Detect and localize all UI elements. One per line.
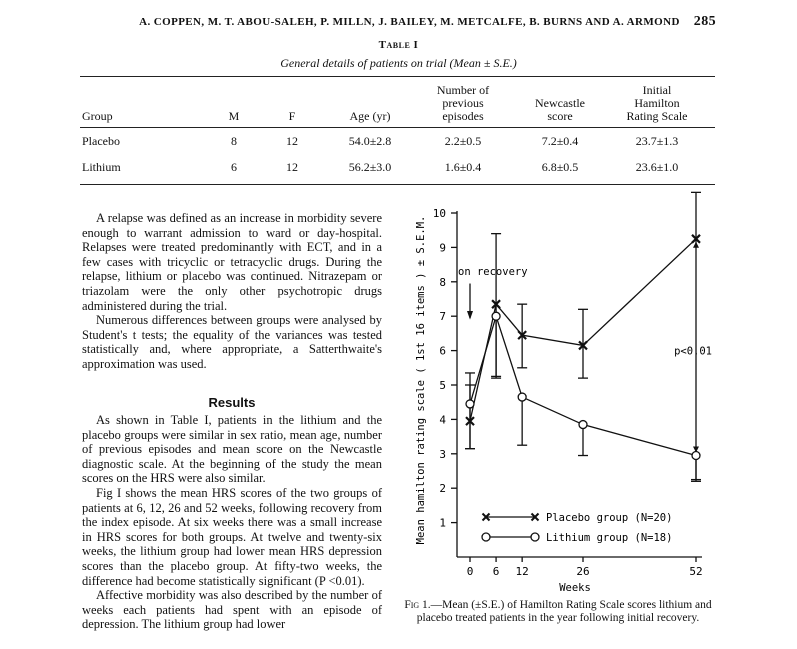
- y-tick-label: 5: [439, 379, 446, 392]
- paragraph-relapse-definition: A relapse was defined as an increase in morbidity severe enough to warrant admission to ward or day-hospital. Relapses were treated predominantly with ECT, and in a few cases with tricyclic or tetracyclic drugs. During the relapse, lithium or placebo was continued. Nitrazepam or triazolam were the only other psychotropic drugs administered during the trial.: [82, 211, 382, 313]
- figure-caption: [402, 599, 714, 625]
- x-tick-label: 52: [689, 565, 703, 578]
- lithium-point: [692, 452, 700, 460]
- annotation-p-value: p<0.01: [674, 345, 712, 358]
- lithium-point: [579, 421, 587, 429]
- col-header-episodes: Number of previous episodes: [436, 83, 490, 123]
- table-title: Table I: [378, 39, 419, 51]
- paragraph-figure-summary: Fig I shows the mean HRS scores of the two groups of patients at 6, 12, 26 and 52 weeks, following recovery from the index episode. At six weeks there was a small increase in HRS scores for both groups. At twelve and twenty-six weeks, the lithium group had lower mean HRS depression scores than the placebo group. At fifty-two weeks, the difference had become statistically significant (P <0.01).: [82, 485, 382, 588]
- x-tick-label: 0: [466, 565, 474, 578]
- legend-entry: Lithium group (N=18): [546, 532, 673, 544]
- y-tick-label: 8: [439, 275, 446, 289]
- hrs-line-chart: [400, 190, 720, 595]
- annotation-arrow-head: [467, 311, 473, 320]
- lithium-point: [466, 400, 474, 408]
- y-tick-label: 7: [439, 310, 446, 324]
- x-tick-label: 6: [492, 565, 500, 578]
- y-tick-label: 9: [439, 241, 446, 255]
- col-header-m: M: [228, 109, 240, 123]
- y-tick-label: 6: [439, 344, 446, 358]
- running-header: [0, 14, 716, 30]
- legend-marker-o: [482, 533, 490, 541]
- chart-legend: [482, 512, 672, 544]
- body-column-lower: [82, 413, 382, 632]
- x-tick-label: 12: [515, 565, 529, 578]
- table-row: Placebo 8 12 54.0±2.8 2.2±0.5 7.2±0.4 23.7±1.3: [82, 134, 679, 148]
- lithium-point: [492, 312, 500, 320]
- y-tick-label: 4: [439, 413, 446, 427]
- header-authors: A. COPPEN, M. T. ABOU-SALEH, P. MILLN, J. BAILEY, M. METCALFE, B. BURNS AND A. ARMOND: [139, 16, 680, 28]
- table-bottom-rule: [80, 184, 715, 185]
- table-top-rule: [80, 76, 715, 77]
- figure-caption-label: Fig 1.: [404, 599, 431, 611]
- col-header-age: Age (yr): [349, 109, 391, 123]
- results-heading: Results: [208, 395, 256, 410]
- table-caption: General details of patients on trial (Mean ± S.E.): [280, 56, 517, 70]
- y-tick-label: 2: [439, 482, 446, 496]
- chart-axes: [457, 211, 712, 557]
- legend-entry: Placebo group (N=20): [546, 512, 673, 524]
- paragraph-affective-morbidity: Affective morbidity was also described by the number of weeks each patients had spent with an episode of depression. The lithium group had lower: [82, 588, 382, 632]
- y-axis-label: Mean hamilton rating scale ( 1st 16 items ) ± S.E.M.: [415, 215, 427, 545]
- paragraph-statistics: Numerous differences between groups were analysed by Student's t tests; the equality of the variances was tested statistically and, where appropriate, a Satterthwaite's approximation was used.: [82, 313, 382, 371]
- y-tick-label: 1: [439, 516, 446, 530]
- y-tick-label: 3: [439, 447, 446, 461]
- col-header-group: Group: [82, 109, 113, 123]
- x-axis-label: Weeks: [559, 582, 591, 594]
- paragraph-table-summary: As shown in Table I, patients in the lithium and the placebo groups were similar in sex ratio, mean age, number of previous episodes and mean score on the Newcastle diagnostic scale. At the beginning of the study the mean scores on the HRS were also similar.: [82, 413, 382, 486]
- col-header-f: F: [288, 109, 296, 123]
- figure-caption-text: —Mean (±S.E.) of Hamilton Rating Scale scores lithium and placebo treated patients in the year following initial recovery.: [416, 599, 712, 624]
- chart-error-bars: [465, 192, 701, 481]
- page-number: 285: [693, 14, 716, 29]
- lithium-point: [518, 393, 526, 401]
- table-header-rule: [80, 127, 715, 128]
- x-tick-label: 26: [576, 565, 590, 578]
- y-tick-label: 10: [432, 207, 446, 220]
- table-row: Lithium 6 12 56.2±3.0 1.6±0.4 6.8±0.5 23.6±1.0: [82, 160, 679, 174]
- col-header-newcastle: Newcastle score: [535, 96, 585, 123]
- legend-marker-o: [531, 533, 539, 541]
- annotation-on-recovery: on recovery: [458, 265, 528, 278]
- body-column-upper: [82, 211, 382, 372]
- col-header-hamilton: Initial Hamilton Rating Scale: [626, 83, 688, 123]
